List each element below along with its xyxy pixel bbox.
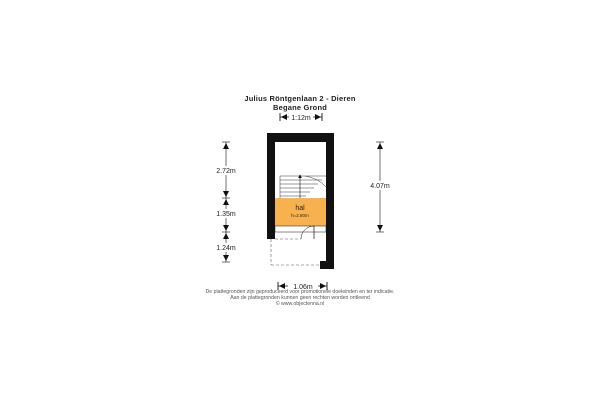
scale-indicator bbox=[280, 112, 322, 122]
wall-top bbox=[267, 133, 334, 142]
wall-left bbox=[267, 133, 275, 239]
dimension-left bbox=[212, 142, 240, 262]
threshold bbox=[275, 226, 326, 232]
dim-right-total-label: 4.07m bbox=[370, 183, 390, 190]
disclaimer-line-2: Aan de plattegronden kunnen geen rechten worden ontleend bbox=[230, 295, 370, 301]
scale-label: 1:12m bbox=[291, 115, 311, 122]
floor-title: Begane Grond bbox=[272, 103, 328, 112]
wall-right bbox=[326, 133, 334, 269]
room-name-label: hal bbox=[295, 205, 305, 212]
dim-bottom-width-label: 1.06m bbox=[293, 284, 313, 291]
address-title: Julius Röntgenlaan 2 - Dieren bbox=[244, 94, 356, 103]
wall-bottom-stub bbox=[320, 261, 334, 269]
staircase bbox=[280, 175, 326, 198]
dim-mid-left-label: 1.35m bbox=[216, 211, 236, 218]
room-height-label: h=2.80m bbox=[291, 213, 309, 218]
outdoor-outline bbox=[271, 239, 320, 265]
dim-bottom-left-label: 1.24m bbox=[216, 245, 236, 252]
disclaimer-line-1: De plattegronden zijn geproduceerd voor promotionele doeleinden en ter indicatie. bbox=[205, 289, 395, 295]
dimension-right bbox=[366, 142, 394, 232]
disclaimer-line-3: © www.objectenna.nl bbox=[275, 301, 325, 307]
dim-top-left-label: 2.72m bbox=[216, 168, 236, 175]
room-hal bbox=[275, 198, 326, 226]
